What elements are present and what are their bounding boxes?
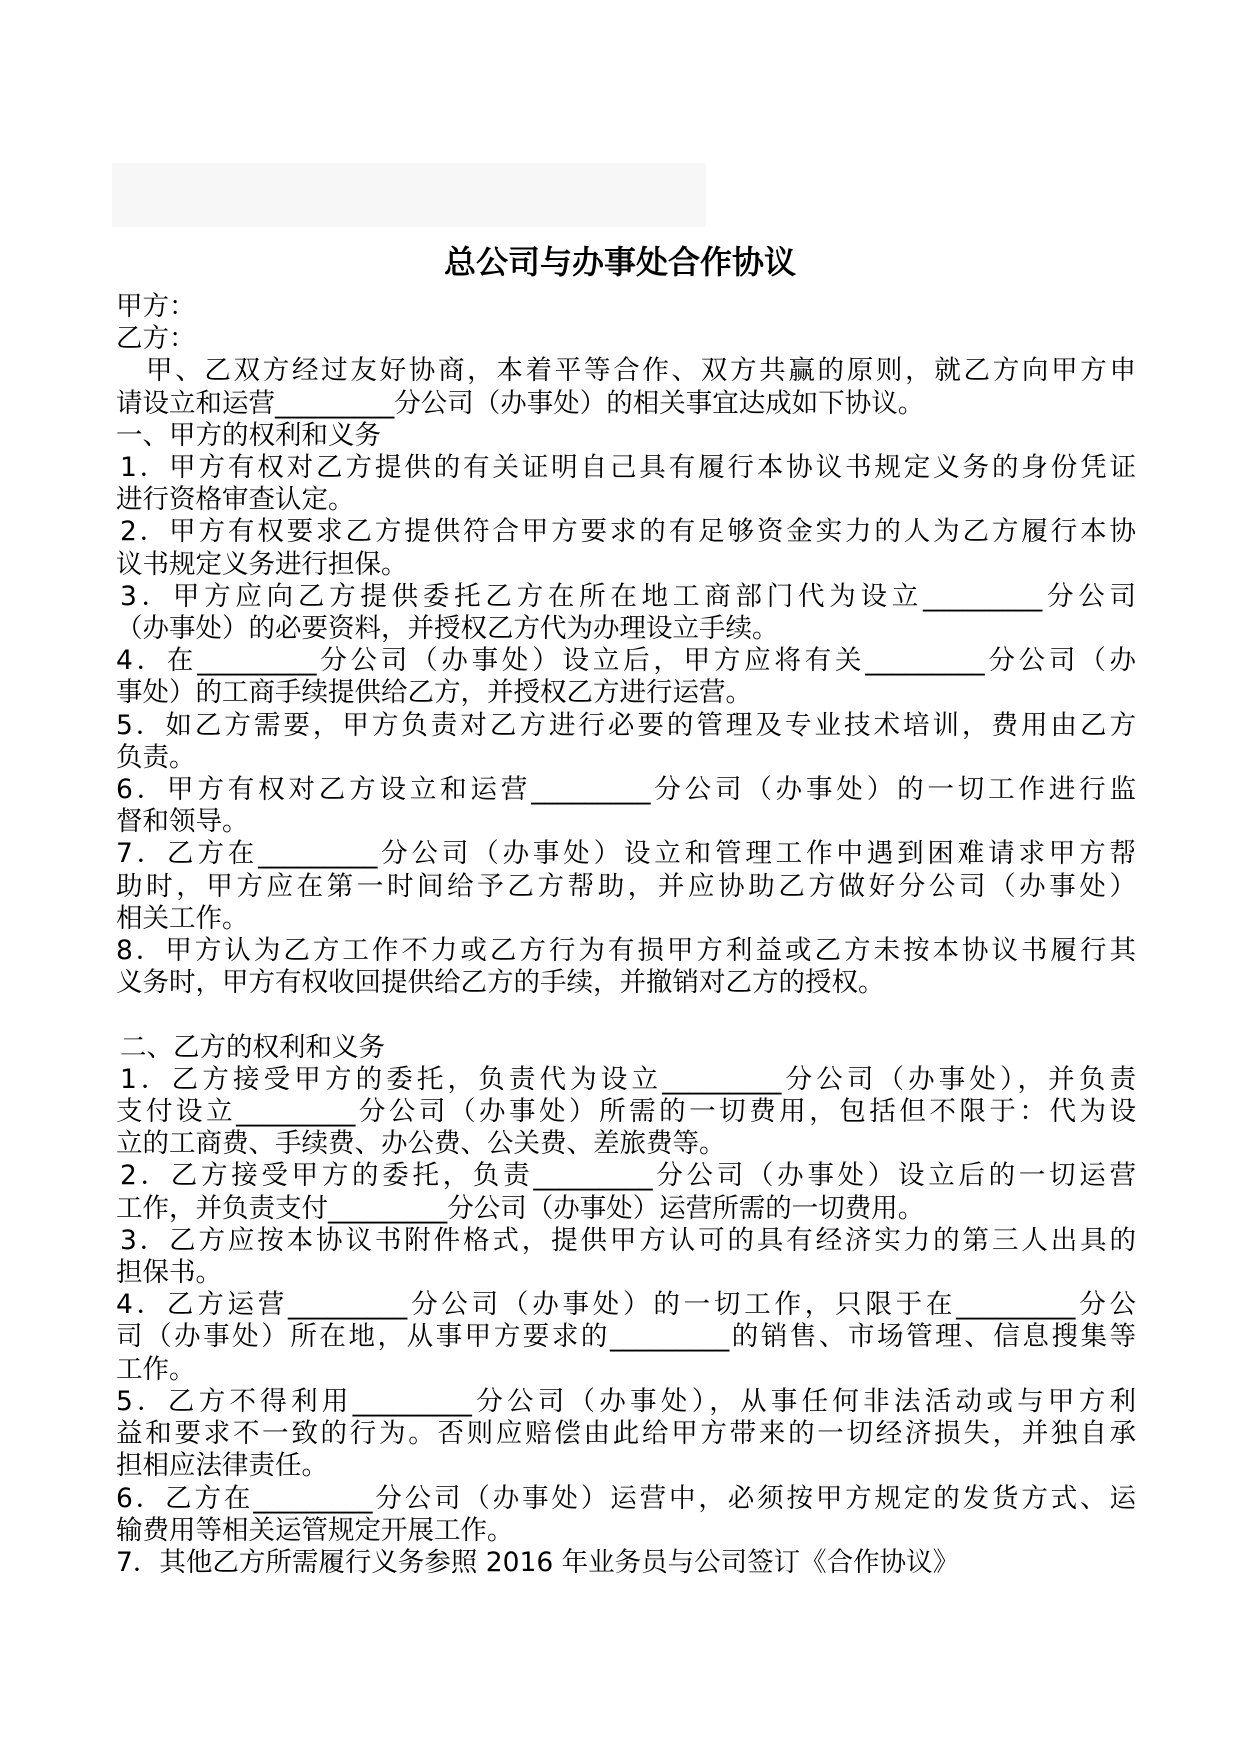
clause-line: 负责。 (116, 741, 196, 773)
party-a-label: 甲方： (116, 291, 196, 322)
clause-line: 1．甲方有权对乙方提供的有关证明自己具有履行本协议书规定义务的身份凭证 (120, 452, 1136, 484)
document-body (116, 291, 1136, 1579)
clause-line: 8．甲方认为乙方工作不力或乙方行为有损甲方利益或乙方未按本协议书履行其 (116, 935, 1136, 967)
clause-line: 相关工作。 (116, 902, 249, 934)
clause-line: 议书规定义务进行担保。 (116, 548, 408, 580)
clause-line: 支付设立_________分公司（办事处）所需的一切费用，包括但不限于：代为设 (116, 1096, 1136, 1128)
clause-line: 输费用等相关运管规定开展工作。 (116, 1514, 514, 1546)
section-heading: 二、乙方的权利和义务 (120, 1031, 385, 1063)
clause-line: 6．甲方有权对乙方设立和运营_________分公司（办事处）的一切工作进行监 (116, 774, 1136, 806)
intro-line: 请设立和运营_________分公司（办事处）的相关事宜达成如下协议。 (116, 387, 925, 419)
clause-line: 益和要求不一致的行为。否则应赔偿由此给甲方带来的一切经济损失，并独自承 (116, 1418, 1136, 1450)
clause-line: 2．甲方有权要求乙方提供符合甲方要求的有足够资金实力的人为乙方履行本协 (120, 516, 1136, 548)
clause-line: 立的工商费、手续费、办公费、公关费、差旅费等。 (116, 1128, 726, 1160)
clause-line: 助时，甲方应在第一时间给予乙方帮助，并应协助乙方做好分公司（办事处） (116, 870, 1136, 902)
intro-line: 甲、乙双方经过友好协商，本着平等合作、双方共赢的原则，就乙方向甲方申 (146, 355, 1136, 387)
clause-line: 工作。 (116, 1353, 196, 1385)
clause-line: 担相应法律责任。 (116, 1450, 328, 1482)
clause-line: 3．乙方应按本协议书附件格式，提供甲方认可的具有经济实力的第三人出具的 (120, 1224, 1136, 1256)
clause-line: 2．乙方接受甲方的委托，负责_________分公司（办事处）设立后的一切运营 (120, 1160, 1136, 1192)
clause-line: 7．乙方在_________分公司（办事处）设立和管理工作中遇到困难请求甲方帮 (116, 838, 1136, 870)
clause-line: 3．甲方应向乙方提供委托乙方在所在地工商部门代为设立_________分公司 (120, 580, 1136, 612)
clause-line: 事处）的工商手续提供给乙方，并授权乙方进行运营。 (116, 677, 752, 709)
blank-line (116, 999, 1136, 1031)
clause-line: 4．在_________分公司（办事处）设立后，甲方应将有关_________分公司（办 (116, 645, 1136, 677)
clause-line: 担保书。 (116, 1257, 222, 1289)
clause-line: （办事处）的必要资料，并授权乙方代为办理设立手续。 (116, 613, 779, 645)
section-heading: 一、甲方的权利和义务 (116, 419, 381, 451)
clause-line: 5．如乙方需要，甲方负责对乙方进行必要的管理及专业技术培训，费用由乙方 (116, 709, 1136, 741)
clause-line: 6．乙方在_________分公司（办事处）运营中，必须按甲方规定的发货方式、运 (116, 1482, 1136, 1514)
clause-line: 5．乙方不得利用_________分公司（办事处），从事任何非法活动或与甲方利 (116, 1385, 1136, 1417)
clause-line: 7．其他乙方所需履行义务参照 2016 年业务员与公司签订《合作协议》 (116, 1546, 960, 1578)
clause-line: 4．乙方运营_________分公司（办事处）的一切工作，只限于在_________分公 (116, 1289, 1136, 1321)
clause-line: 督和领导。 (116, 806, 249, 838)
clause-line: 司（办事处）所在地，从事甲方要求的_________的销售、市场管理、信息搜集等 (116, 1321, 1136, 1353)
clause-line: 1．乙方接受甲方的委托，负责代为设立_________分公司（办事处），并负责 (120, 1063, 1136, 1095)
document-title: 总公司与办事处合作协议 (443, 243, 796, 281)
header-band (112, 163, 706, 227)
clause-line: 进行资格审查认定。 (116, 484, 355, 516)
clause-line: 工作，并负责支付_________分公司（办事处）运营所需的一切费用。 (116, 1192, 925, 1224)
clause-line: 义务时，甲方有权收回提供给乙方的手续，并撤销对乙方的授权。 (116, 967, 885, 999)
party-b-label: 乙方： (116, 323, 196, 355)
